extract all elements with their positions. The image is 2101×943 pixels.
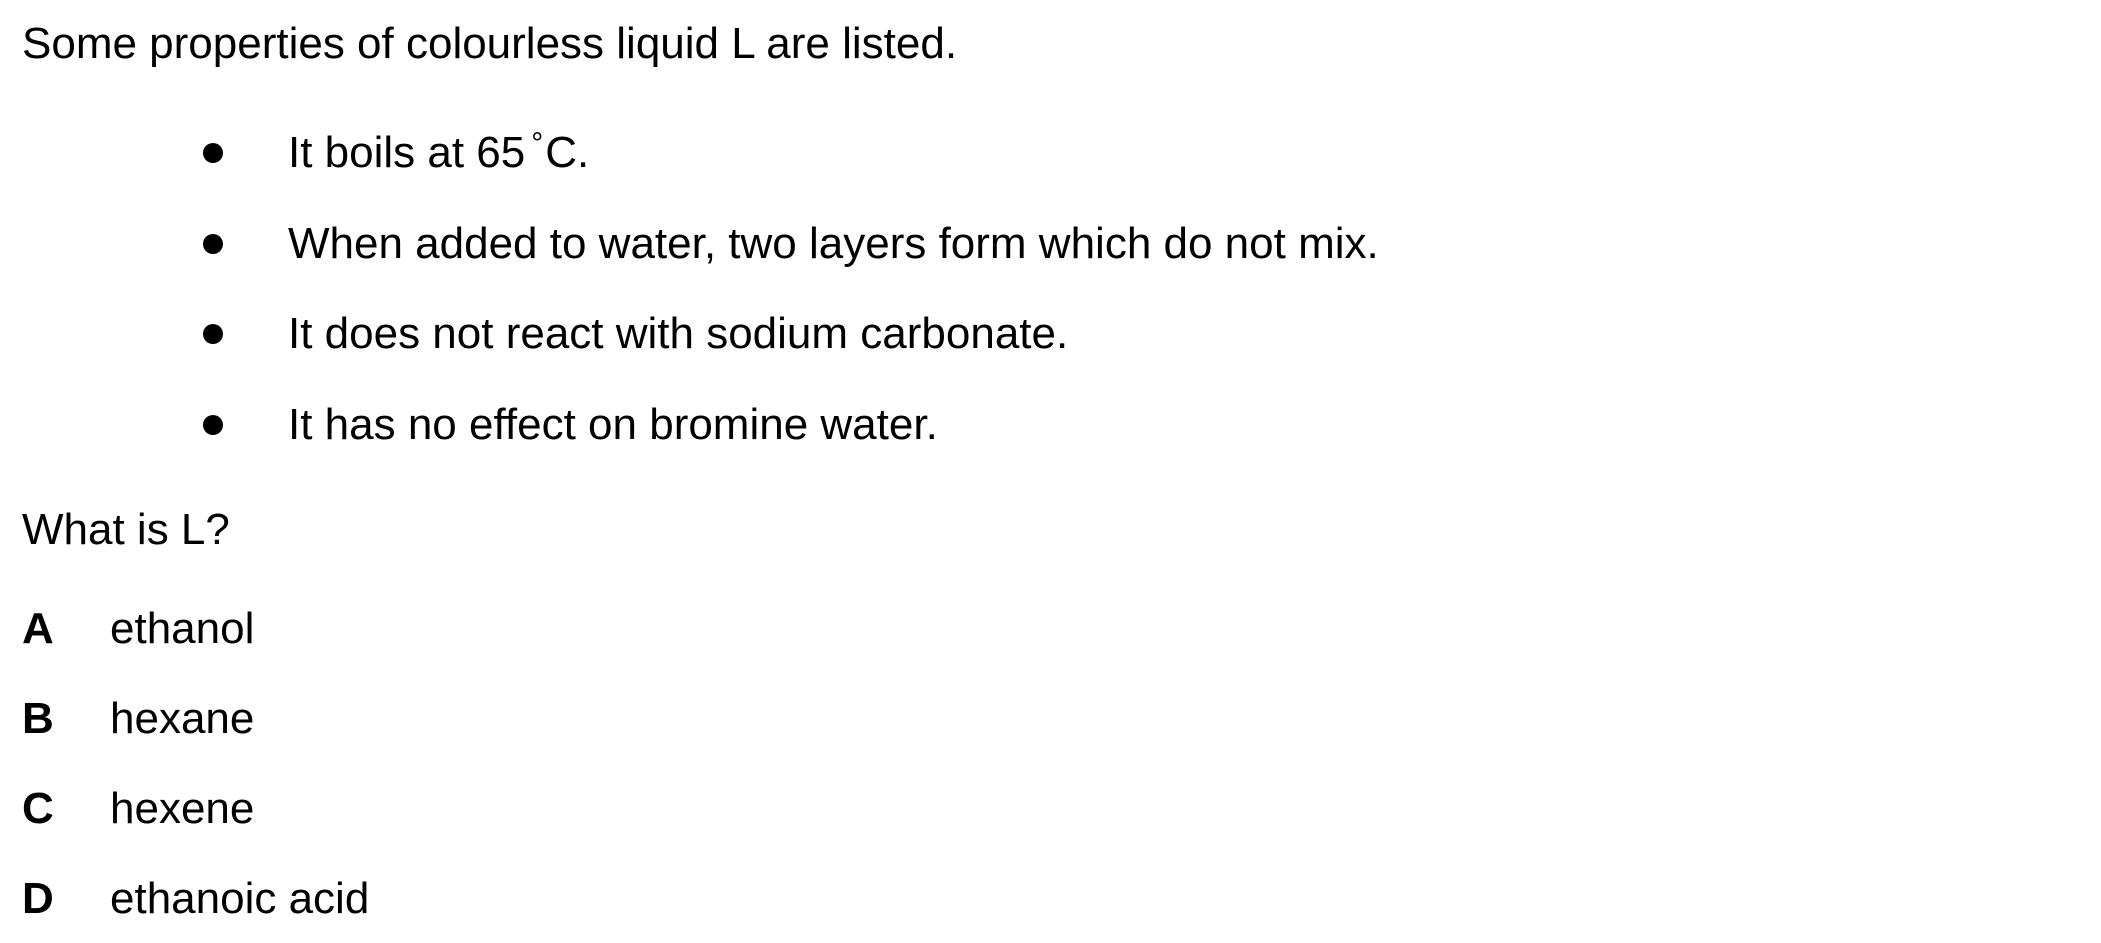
- property-item-2: When added to water, two layers form which do not mix.: [288, 219, 1379, 268]
- degree-symbol: °: [531, 127, 544, 160]
- property-1-text-before: It boils at 65: [288, 128, 526, 177]
- property-1-text-after: C.: [545, 128, 590, 177]
- option-b-letter: B: [22, 694, 54, 743]
- question-intro: Some properties of colourless liquid L are listed.: [22, 19, 958, 68]
- option-c-letter: C: [22, 784, 54, 833]
- bullet-icon: [203, 143, 223, 163]
- option-a-letter: A: [22, 604, 54, 653]
- question-prompt: What is L?: [22, 505, 230, 554]
- property-item-4: It has no effect on bromine water.: [288, 400, 938, 449]
- bullet-icon: [203, 324, 223, 344]
- bullet-icon: [203, 234, 223, 254]
- option-c-text: hexene: [110, 784, 255, 833]
- option-b-text: hexane: [110, 694, 255, 743]
- bullet-icon: [203, 415, 223, 435]
- property-item-3: It does not react with sodium carbonate.: [288, 309, 1069, 358]
- option-d-letter: D: [22, 874, 54, 923]
- option-d-text: ethanoic acid: [110, 874, 370, 923]
- option-a-text: ethanol: [110, 604, 255, 653]
- property-item-1: [288, 127, 590, 177]
